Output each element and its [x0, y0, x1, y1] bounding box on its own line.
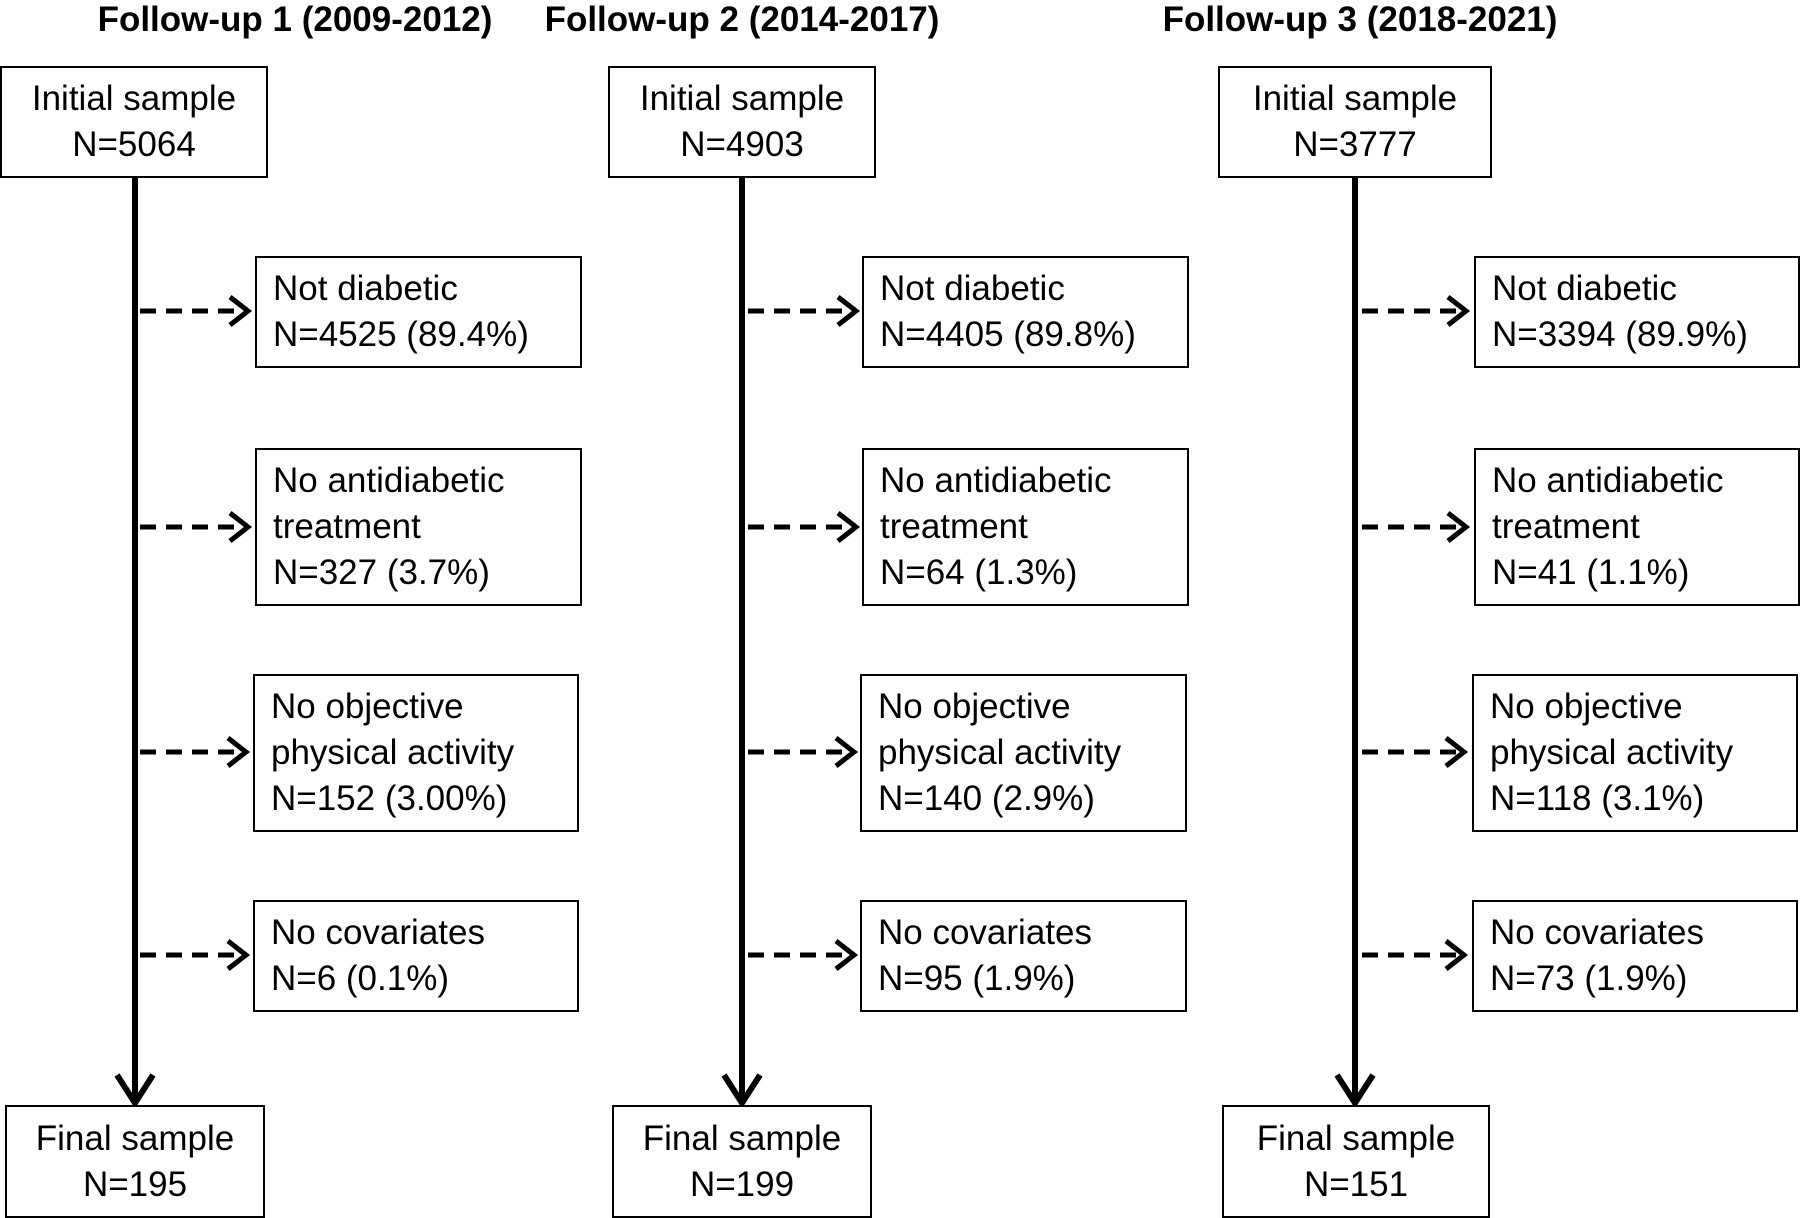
exclusion-line: No objective	[878, 687, 1071, 726]
initial-sample-box	[608, 66, 876, 178]
exclusion-line: N=4525 (89.4%)	[273, 315, 529, 354]
exclusion-line: N=6 (0.1%)	[271, 959, 449, 998]
final-sample-box	[5, 1105, 265, 1218]
final-sample-label: Final sample	[35, 1118, 235, 1158]
column-title: Follow-up 2 (2014-2017)	[544, 0, 940, 39]
exclusion-line: N=118 (3.1%)	[1490, 779, 1705, 818]
exclusion-line: treatment	[1492, 507, 1640, 546]
exclusion-box-no-physical-activity	[253, 674, 579, 832]
exclusion-line: N=64 (1.3%)	[880, 553, 1078, 592]
final-sample-label: Final sample	[642, 1118, 842, 1158]
exclusion-line: No covariates	[1490, 913, 1704, 952]
exclusion-line: N=41 (1.1%)	[1492, 553, 1690, 592]
exclusion-line: N=3394 (89.9%)	[1492, 315, 1748, 354]
exclusion-line: treatment	[273, 507, 421, 546]
exclusion-line: physical activity	[1490, 733, 1734, 772]
exclusion-box-no-physical-activity	[1472, 674, 1798, 832]
exclusion-box-no-antidiabetic	[862, 448, 1189, 606]
column-title: Follow-up 3 (2018-2021)	[1162, 0, 1558, 39]
column-title: Follow-up 1 (2009-2012)	[97, 0, 493, 39]
exclusion-line: physical activity	[878, 733, 1122, 772]
initial-sample-n: N=3777	[1293, 125, 1417, 164]
final-sample-box	[1222, 1105, 1490, 1218]
exclusion-line: N=152 (3.00%)	[271, 779, 508, 818]
exclusion-line: N=95 (1.9%)	[878, 959, 1076, 998]
exclusion-line: No antidiabetic	[1492, 461, 1724, 500]
exclusion-arrows-3	[1362, 297, 1466, 969]
main-flow-arrowhead-1	[117, 1075, 153, 1103]
exclusion-line: No objective	[271, 687, 464, 726]
initial-sample-box	[1218, 66, 1492, 178]
exclusion-line: No antidiabetic	[880, 461, 1112, 500]
exclusion-line: N=4405 (89.8%)	[880, 315, 1136, 354]
initial-sample-label: Initial sample	[1252, 79, 1458, 118]
exclusion-line: N=140 (2.9%)	[878, 779, 1095, 818]
final-sample-n: N=199	[689, 1164, 795, 1204]
initial-sample-n: N=4903	[680, 125, 804, 164]
exclusion-line: No covariates	[271, 913, 485, 952]
initial-sample-n: N=5064	[72, 125, 196, 164]
main-flow-arrowhead-2	[724, 1075, 760, 1103]
exclusion-box-not-diabetic	[1474, 256, 1800, 368]
exclusion-line: No antidiabetic	[273, 461, 505, 500]
exclusion-box-no-physical-activity	[860, 674, 1187, 832]
final-sample-box	[612, 1105, 872, 1218]
exclusion-arrows-1	[140, 297, 248, 969]
exclusion-box-no-covariates	[253, 900, 579, 1012]
exclusion-box-no-covariates	[1472, 900, 1798, 1012]
exclusion-line: Not diabetic	[880, 269, 1065, 308]
exclusion-line: Not diabetic	[273, 269, 458, 308]
exclusion-line: No covariates	[878, 913, 1092, 952]
exclusion-line: treatment	[880, 507, 1028, 546]
final-sample-n: N=151	[1303, 1164, 1409, 1204]
exclusion-box-no-antidiabetic	[1474, 448, 1800, 606]
exclusion-arrows-2	[748, 297, 856, 969]
exclusion-line: physical activity	[271, 733, 515, 772]
exclusion-box-no-antidiabetic	[255, 448, 582, 606]
exclusion-box-not-diabetic	[862, 256, 1189, 368]
exclusion-line: N=73 (1.9%)	[1490, 959, 1688, 998]
initial-sample-label: Initial sample	[31, 79, 237, 118]
exclusion-box-not-diabetic	[255, 256, 582, 368]
exclusion-line: Not diabetic	[1492, 269, 1677, 308]
initial-sample-label: Initial sample	[639, 79, 845, 118]
exclusion-box-no-covariates	[860, 900, 1187, 1012]
final-sample-label: Final sample	[1256, 1118, 1456, 1158]
exclusion-line: N=327 (3.7%)	[273, 553, 490, 592]
final-sample-n: N=195	[82, 1164, 188, 1204]
main-flow-arrowhead-3	[1337, 1075, 1373, 1103]
initial-sample-box	[0, 66, 268, 178]
exclusion-line: No objective	[1490, 687, 1683, 726]
